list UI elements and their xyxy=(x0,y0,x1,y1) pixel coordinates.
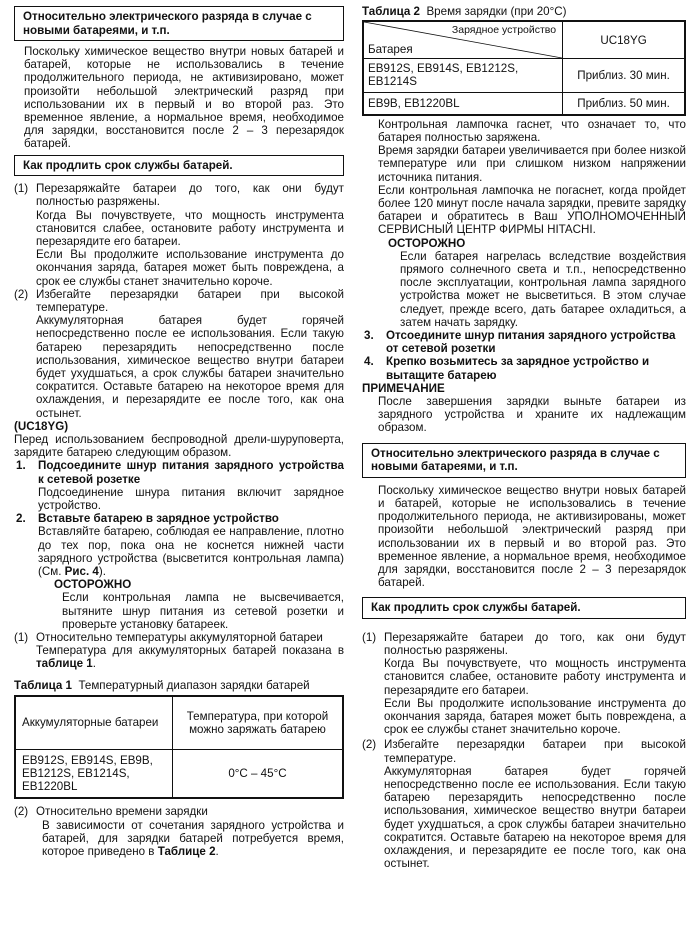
table-1-batteries-cell: EB912S, EB914S, EB9B, EB1212S, EB1214S, EB1220BL xyxy=(15,749,172,798)
life-heading-box xyxy=(14,155,344,177)
caution-text: Если контрольная лампа не высвечивается, вытяните шнур питания из сетевой розетки и проверьте установку батареек. xyxy=(62,591,344,631)
life-heading: Как продлить срок службы батарей. xyxy=(23,158,233,172)
table-1-header-row xyxy=(15,696,343,750)
step-4-number: 4. xyxy=(364,355,374,369)
discharge-heading-box xyxy=(14,6,344,41)
life-item-1-title: Перезаряжайте батареи до того, как они будут полностью разряжены. xyxy=(384,630,686,658)
table-2-diagonal-header xyxy=(363,21,563,59)
life-item-1 xyxy=(362,631,686,737)
temperature-item-number: (1) xyxy=(14,631,29,645)
table-2-caption-text: Время зарядки (при 20°C) xyxy=(426,5,567,18)
model-label: (UC18YG) xyxy=(14,419,69,433)
discharge-heading: Относительно электрического разряда в случае с новыми батареями, и т.п. xyxy=(371,446,660,474)
table-2-row xyxy=(363,92,685,115)
step-2-text-a: Вставляйте батарею, соблюдая ее направление, плотно до тех пор, пока она не коснется нижней части зарядного устройства (высветится контрольная лампа) (См. xyxy=(38,525,344,579)
time-item-title: Относительно времени зарядки xyxy=(36,805,208,819)
life-item-1-paragraph-1: Когда Вы почувствуете, что мощность инструмента становится слабее, остановите работу инструмента и перезарядите его батареи. xyxy=(36,208,344,248)
table-1-temperature-cell: 0°C – 45°C xyxy=(172,749,343,798)
table-2-header-row xyxy=(363,21,685,59)
table-1-label: Таблица 1 xyxy=(14,678,72,692)
step-2-figure-ref: Рис. 4 xyxy=(64,565,99,579)
step-1 xyxy=(14,459,344,485)
time-item xyxy=(14,805,344,858)
note-text: После завершения зарядки выньте батареи из зарядного устройства и храните их надлежащим образом. xyxy=(378,395,686,435)
right-column xyxy=(362,6,686,870)
life-item-1-title: Перезаряжайте батареи до того, как они будут полностью разряжены. xyxy=(36,182,344,209)
temperature-table-ref: таблице 1 xyxy=(36,657,93,671)
step-1-text: Подсоединение шнура питания включит зарядное устройство. xyxy=(38,485,344,512)
charging-intro: Перед использованием беспроводной дрели-шуруповерта, зарядите батарею следующим образом. xyxy=(14,432,344,460)
life-item-2-number: (2) xyxy=(362,738,377,752)
discharge-text: Поскольку химическое вещество внутри новых батарей и батарей, которые не использовались в течение продолжительного периода, не активизировано, может произойти небольшой электрический разряд при использовании их в первый и во второй раз. Это временное явление, а нормальное время, необходимое для зарядки, восстановится после 2 – 3 перезарядок батарей. xyxy=(24,45,344,151)
table-2-model-header: UC18YG xyxy=(563,21,685,59)
time-text-b: . xyxy=(215,845,219,859)
time-text-a: В зависимости от сочетания зарядного устройства и батарей, для зарядки батарей потребуется время, которое приведено в xyxy=(42,818,344,859)
time-item-text xyxy=(26,819,344,859)
life-item-2-title: Избегайте перезарядки батареи при высокой температуре. xyxy=(384,738,686,765)
step-2 xyxy=(14,512,344,525)
life-item-2-number: (2) xyxy=(14,287,29,301)
life-item-2-paragraph: Аккумуляторная батарея будет горячей непосредственно после ее использования. Если такую батарею перезарядить непосредственно после использования, химическое вещество внутри батареи будет ухудшаться, а срок службы батареи значительно сократится. Оставьте батарею на некоторое время для охлаждения, и перезарядите ее после того, как она остынет. xyxy=(36,314,344,420)
life-item-1 xyxy=(14,182,344,288)
temperature-item-text xyxy=(26,644,344,670)
temperature-text-b: . xyxy=(92,657,96,671)
table-1-caption-text: Температурный диапазон зарядки батарей xyxy=(78,678,310,692)
discharge-heading: Относительно электрического разряда в случае с новыми батареями, и т.п. xyxy=(23,10,312,37)
step-3 xyxy=(362,329,686,355)
caution-label: ОСТОРОЖНО xyxy=(388,236,466,250)
life-item-2 xyxy=(362,738,686,870)
life-item-2-title: Избегайте перезарядки батареи при высокой температуре. xyxy=(36,287,344,314)
time-table-ref: Таблице 2 xyxy=(157,845,216,859)
table-2-row xyxy=(363,59,685,92)
step-3-title: Отсоедините шнур питания зарядного устройства от сетевой розетки xyxy=(386,329,676,356)
step-4 xyxy=(362,355,686,381)
life-heading-box xyxy=(362,597,686,619)
step-2-text xyxy=(14,525,344,578)
life-item-2-paragraph: Аккумуляторная батарея будет горячей непосредственно после ее использования. Если такую батарею перезарядить непосредственно после использования, химическое вещество внутри батареи будет ухудшаться, а срок службы батареи значительно сократится. Оставьте батарею на некоторое время для охлаждения, и перезарядите ее после того, как она остынет. xyxy=(384,764,686,871)
table-1-row xyxy=(15,749,343,798)
discharge-heading-box xyxy=(362,443,686,478)
time-item-number: (2) xyxy=(14,805,29,819)
table-1-caption xyxy=(14,679,344,692)
table-2-caption xyxy=(362,5,686,18)
lamp-paragraph-1: Контрольная лампочка гаснет, что означает то, что батарея полностью заряжена. xyxy=(378,117,686,145)
table-2-label: Таблица 2 xyxy=(362,5,420,18)
table-2-time-cell: Приблиз. 30 мин. xyxy=(563,59,685,92)
life-item-1-paragraph-1: Когда Вы почувствуете, что мощность инструмента становится слабее, остановите работу инструмента и перезарядите его батареи. xyxy=(384,657,686,697)
step-1-title: Подсоедините шнур питания зарядного устройства к сетевой розетке xyxy=(38,459,344,486)
lamp-paragraph-3: Если контрольная лампочка не погаснет, когда пройдет более 120 минут после начала зарядки, превите зарядку батареи и обратитесь в Ваш УПОЛНОМОЧЕННЫЙ СЕРВИСНЫЙ ЦЕНТР ФИРМЫ HITACHI. xyxy=(378,183,686,237)
lamp-paragraph-2: Время зарядки батареи увеличивается при более низкой температуре или при слишком низком напряжении источника питания. xyxy=(378,144,686,184)
table-2-battery-cell: EB9B, EB1220BL xyxy=(363,92,563,115)
temperature-item-title: Относительно температуры аккумуляторной батареи xyxy=(36,631,323,645)
life-item-1-number: (1) xyxy=(362,630,377,644)
table-2-time-cell: Приблиз. 50 мин. xyxy=(563,92,685,115)
life-item-1-paragraph-2: Если Вы продолжите использование инструмента до окончания заряда, батарея может быть повреждена, а срок ее службы станет значительно короче. xyxy=(384,696,686,737)
life-heading: Как продлить срок службы батарей. xyxy=(371,601,581,615)
temperature-text-a: Температура для аккумуляторных батарей показана в xyxy=(36,644,344,658)
table-2-charger-label: Зарядное устройство xyxy=(451,24,557,37)
table-2-battery-label: Батарея xyxy=(368,43,413,56)
caution-text: Если батарея нагрелась вследствие воздействия прямого солнечного света и т.п., непосредственно после эксплуатации, контрольная лампа зарядного устройства может не высветиться. В этом случае следует, прежде всего, дать батарее охладиться, а затем начать зарядку. xyxy=(400,249,686,329)
table-2-battery-cell: EB912S, EB914S, EB1212S, EB1214S xyxy=(363,59,563,92)
life-item-1-paragraph-2: Если Вы продолжите использование инструмента до окончания заряда, батарея может быть повреждена, а срок ее службы станет значительно короче. xyxy=(36,248,344,288)
table-1-header-temperature: Температура, при которой можно заряжать батарею xyxy=(172,696,343,750)
left-column xyxy=(14,6,344,858)
life-item-1-number: (1) xyxy=(14,182,29,196)
temperature-item xyxy=(14,631,344,671)
table-1-header-batteries: Аккумуляторные батареи xyxy=(15,696,172,750)
step-2-text-b: ). xyxy=(98,565,106,579)
life-item-2 xyxy=(14,288,344,420)
table-1 xyxy=(14,695,344,800)
step-4-title: Крепко возьмитесь за зарядное устройство и вытащите батарею xyxy=(386,355,650,382)
caution-label: ОСТОРОЖНО xyxy=(54,578,132,592)
discharge-text: Поскольку химическое вещество внутри новых батарей и батарей, которые не использовались в течение продолжительного периода, не активизированы, может произойти небольшой электрический разряд при использовании их в первый и во второй раз. Это временное явление, а нормальное время, необходимое для зарядки, восстановится после 2 – 3 перезарядок батарей. xyxy=(378,483,686,590)
table-2 xyxy=(362,20,686,116)
step-1-number: 1. xyxy=(16,459,26,473)
step-2-title: Вставьте батарею в зарядное устройство xyxy=(38,512,279,526)
note-label: ПРИМЕЧАНИЕ xyxy=(362,381,445,395)
step-3-number: 3. xyxy=(364,329,374,343)
step-2-number: 2. xyxy=(16,512,26,526)
